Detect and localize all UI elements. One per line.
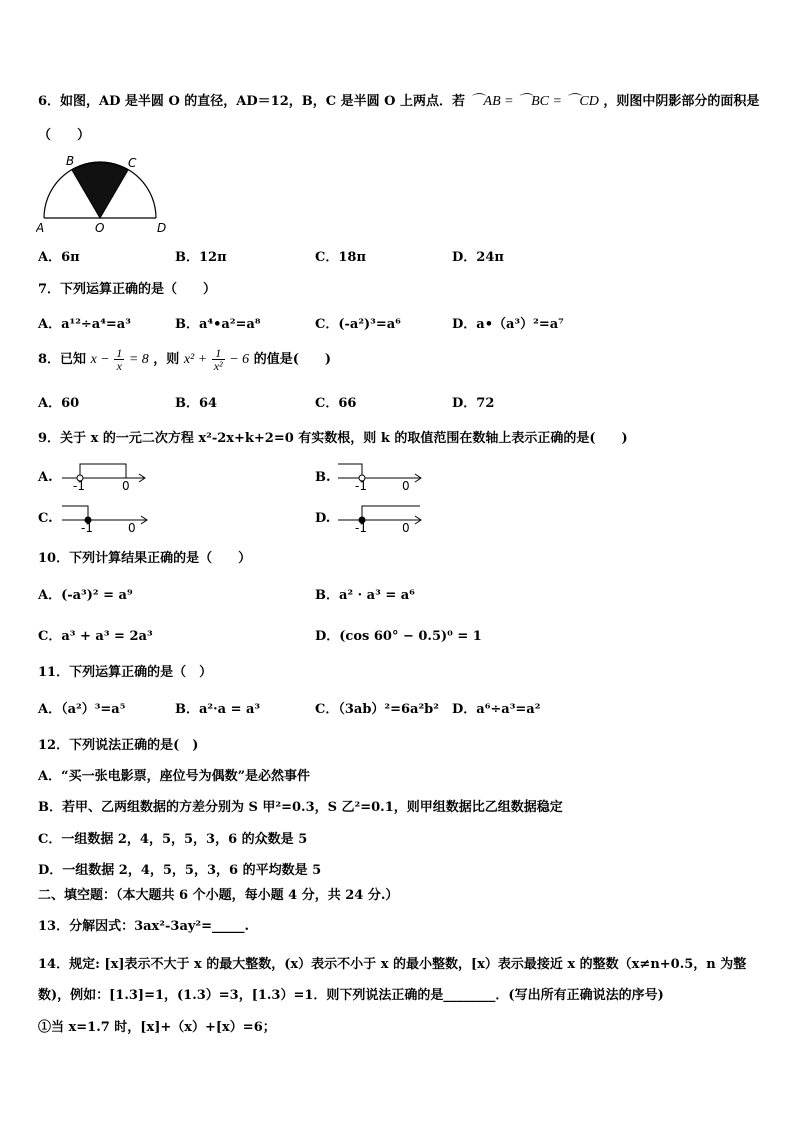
q10-stem: 10．下列计算结果正确的是（ ） (38, 551, 252, 566)
svg-text:-1: -1 (355, 521, 367, 534)
q6-option-c[interactable]: C．18π (315, 250, 366, 265)
label-d: D (157, 221, 167, 235)
q8-fraction-1-over-x: $\frac{1}{x}$ (116, 346, 123, 373)
q9-option-b[interactable]: B. (315, 470, 331, 485)
q6-semicircle-figure (36, 152, 172, 236)
q13-stem: 13．分解因式：3ax²-3ay²=_____. (38, 919, 250, 934)
q8-option-c[interactable]: C．66 (315, 396, 357, 411)
q10-option-c[interactable]: C．a³ + a³ = 2a³ (38, 629, 153, 644)
q11-option-b[interactable]: B．a²·a = a³ (175, 702, 261, 717)
q10-option-a[interactable]: A．(-a³)² = a⁹ (38, 588, 133, 603)
q6-stem: 6．如图，AD 是半圆 O 的直径，AD＝12，B，C 是半圆 O 上两点．若 ⌒AB = ⌒BC = ⌒CD ，则图中阴影部分的面积是 (38, 94, 760, 109)
q11-option-c[interactable]: C．（3ab）²=6a²b² (315, 702, 439, 717)
q12-option-c[interactable]: C．一组数据 2，4，5，5，3，6 的众数是 5 (38, 832, 308, 847)
q8-option-d[interactable]: D．72 (452, 396, 495, 411)
q6-arc-equation: ⌒AB = ⌒BC = ⌒CD (469, 94, 599, 109)
label-a: A (36, 221, 45, 235)
svg-text:-1: -1 (355, 479, 367, 492)
q7-option-c[interactable]: C．(-a²)³=a⁶ (315, 317, 401, 332)
q14-stem-line-1: 14．规定: [x]表示不大于 x 的最大整数，(x）表示不小于 x 的最小整数，[x）表示最接近 x 的整数（x≠n+0.5，n 为整 (38, 957, 747, 972)
q6-option-d[interactable]: D．24π (452, 250, 504, 265)
q9-option-a[interactable]: A. (38, 470, 53, 485)
q8-fraction-1-over-x-squared: $\frac{1}{\text{x²}}$ (213, 346, 223, 373)
q9-option-c[interactable]: C. (38, 511, 53, 526)
q6-answer-paren: （ ） (38, 128, 91, 143)
svg-text:0: 0 (128, 521, 136, 534)
q10-option-d[interactable]: D．(cos 60° − 0.5)⁰ = 1 (315, 629, 482, 644)
q9-stem: 9．关于 x 的一元二次方程 x²-2x+k+2=0 有实数根，则 k 的取值范围在数轴上表示正确的是( ) (38, 431, 628, 446)
q14-stem-line-2: 数)，例如：[1.3]=1，(1.3）=3，[1.3）=1．则下列说法正确的是________．(写出所有正确说法的序号) (38, 988, 664, 1003)
q9-number-line-c (60, 500, 152, 534)
section-fill-in-heading: 二、填空题：（本大题共 6 个小题，每小题 4 分，共 24 分.） (38, 888, 399, 903)
label-c: C (128, 156, 137, 170)
q6-option-a[interactable]: A．6π (38, 250, 80, 265)
svg-text:0: 0 (402, 521, 410, 534)
q7-option-d[interactable]: D．a•（a³）²=a⁷ (452, 317, 564, 332)
svg-text:-1: -1 (73, 479, 85, 492)
q8-stem: 8．已知 x − $\frac{1}{x}$ = 8 ，则 x² + $\frac{1}{\text{x²}}$ − 6 的值是( ) (38, 346, 331, 373)
label-o: O (95, 221, 105, 235)
q12-option-d[interactable]: D．一组数据 2，4，5，5，3，6 的平均数是 5 (38, 863, 322, 878)
q14-statement-1: ①当 x=1.7 时，[x]+（x）+[x）=6； (38, 1020, 276, 1035)
q9-number-line-a (60, 458, 150, 492)
q11-option-a[interactable]: A．（a²）³=a⁵ (38, 702, 126, 717)
q9-number-line-b (336, 458, 426, 492)
shaded-sector (72, 162, 128, 218)
q12-option-a[interactable]: A．“买一张电影票，座位号为偶数”是必然事件 (38, 769, 311, 784)
svg-text:0: 0 (402, 479, 410, 492)
q7-option-a[interactable]: A．a¹²÷a⁴=a³ (38, 317, 131, 332)
q7-option-b[interactable]: B．a⁴•a²=a⁸ (175, 317, 261, 332)
q11-stem: 11．下列运算正确的是（ ） (38, 665, 213, 680)
label-b: B (66, 154, 75, 168)
q11-option-d[interactable]: D．a⁶÷a³=a² (452, 702, 541, 717)
q8-option-a[interactable]: A．60 (38, 396, 80, 411)
svg-text:0: 0 (122, 479, 130, 492)
q8-option-b[interactable]: B．64 (175, 396, 218, 411)
q6-option-b[interactable]: B．12π (175, 250, 227, 265)
q10-option-b[interactable]: B．a² · a³ = a⁶ (315, 588, 415, 603)
q12-stem: 12．下列说法正确的是( ) (38, 738, 199, 753)
q9-number-line-d (336, 500, 426, 534)
q9-option-d[interactable]: D. (315, 511, 331, 526)
svg-text:-1: -1 (81, 521, 93, 534)
q7-stem: 7．下列运算正确的是（ ） (38, 282, 217, 297)
q12-option-b[interactable]: B．若甲、乙两组数据的方差分别为 S 甲²=0.3，S 乙²=0.1，则甲组数据比乙组数据稳定 (38, 800, 563, 815)
